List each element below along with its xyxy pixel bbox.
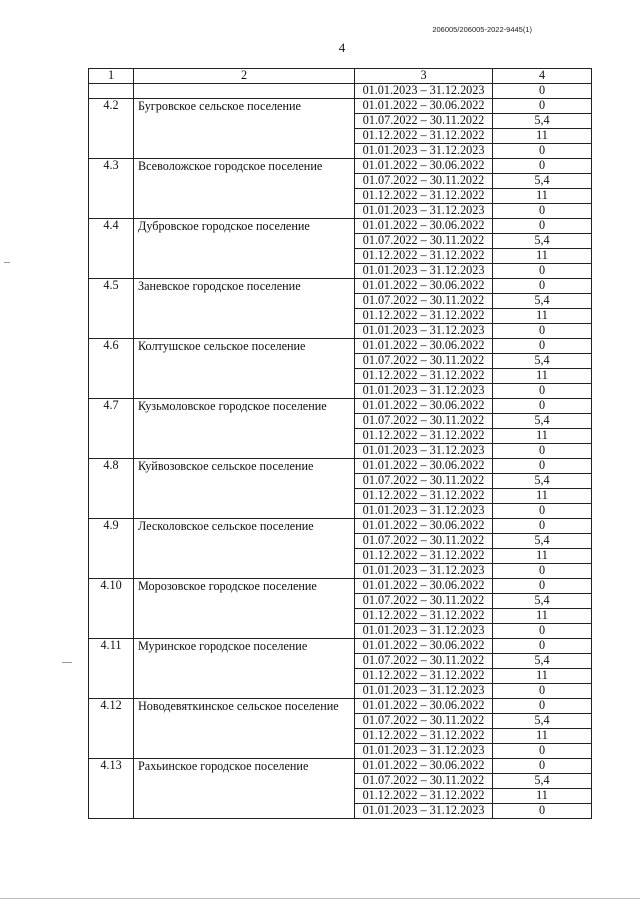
column-header: 1 — [89, 69, 134, 84]
settlement-name-cell: Заневское городское поселение — [134, 279, 355, 339]
column-header: 2 — [134, 69, 355, 84]
period-cell: 01.01.2022 – 30.06.2022 — [355, 339, 493, 354]
settlement-name-cell: Всеволожское городское поселение — [134, 159, 355, 219]
rate-value-cell: 11 — [493, 729, 592, 744]
period-cell: 01.01.2023 – 31.12.2023 — [355, 444, 493, 459]
period-cell: 01.01.2022 – 30.06.2022 — [355, 279, 493, 294]
table-row — [89, 159, 592, 174]
period-cell: 01.12.2022 – 31.12.2022 — [355, 489, 493, 504]
tariff-table — [88, 68, 592, 819]
rate-value-cell: 0 — [493, 144, 592, 159]
rate-value-cell: 5,4 — [493, 534, 592, 549]
period-cell: 01.07.2022 – 30.11.2022 — [355, 594, 493, 609]
period-cell: 01.01.2023 – 31.12.2023 — [355, 204, 493, 219]
column-header: 3 — [355, 69, 493, 84]
rate-value-cell: 0 — [493, 279, 592, 294]
rate-value-cell: 0 — [493, 219, 592, 234]
settlement-name-cell: Рахьинское городское поселение — [134, 759, 355, 819]
rate-value-cell: 0 — [493, 399, 592, 414]
settlement-name-cell: Дубровское городское поселение — [134, 219, 355, 279]
period-cell: 01.12.2022 – 31.12.2022 — [355, 609, 493, 624]
period-cell: 01.01.2022 – 30.06.2022 — [355, 99, 493, 114]
table-row — [89, 99, 592, 114]
rate-value-cell: 11 — [493, 789, 592, 804]
period-cell: 01.01.2023 – 31.12.2023 — [355, 684, 493, 699]
rate-value-cell: 0 — [493, 504, 592, 519]
settlement-name-cell: Колтушское сельское поселение — [134, 339, 355, 399]
rate-value-cell: 5,4 — [493, 114, 592, 129]
page-bottom-rule — [0, 898, 640, 899]
period-cell: 01.01.2023 – 31.12.2023 — [355, 84, 493, 99]
item-number-cell: 4.9 — [89, 519, 134, 579]
rate-value-cell: 5,4 — [493, 654, 592, 669]
period-cell: 01.01.2023 – 31.12.2023 — [355, 624, 493, 639]
period-cell: 01.12.2022 – 31.12.2022 — [355, 429, 493, 444]
period-cell: 01.07.2022 – 30.11.2022 — [355, 654, 493, 669]
rate-value-cell: 0 — [493, 564, 592, 579]
period-cell: 01.01.2022 – 30.06.2022 — [355, 759, 493, 774]
rate-value-cell: 5,4 — [493, 414, 592, 429]
margin-mark — [62, 662, 72, 663]
rate-value-cell: 0 — [493, 639, 592, 654]
period-cell: 01.07.2022 – 30.11.2022 — [355, 354, 493, 369]
period-cell: 01.07.2022 – 30.11.2022 — [355, 774, 493, 789]
table-row — [89, 519, 592, 534]
period-cell: 01.12.2022 – 31.12.2022 — [355, 309, 493, 324]
empty-cell — [89, 84, 134, 99]
period-cell: 01.01.2022 – 30.06.2022 — [355, 219, 493, 234]
settlement-name-cell: Кузьмоловское городское поселение — [134, 399, 355, 459]
rate-value-cell: 11 — [493, 669, 592, 684]
period-cell: 01.01.2023 – 31.12.2023 — [355, 384, 493, 399]
rate-value-cell: 0 — [493, 684, 592, 699]
item-number-cell: 4.7 — [89, 399, 134, 459]
rate-value-cell: 11 — [493, 549, 592, 564]
table-row — [89, 339, 592, 354]
period-cell: 01.07.2022 – 30.11.2022 — [355, 234, 493, 249]
rate-value-cell: 11 — [493, 609, 592, 624]
rate-value-cell: 0 — [493, 339, 592, 354]
rate-value-cell: 5,4 — [493, 174, 592, 189]
period-cell: 01.12.2022 – 31.12.2022 — [355, 669, 493, 684]
rate-value-cell: 0 — [493, 519, 592, 534]
period-cell: 01.01.2022 – 30.06.2022 — [355, 519, 493, 534]
rate-value-cell: 5,4 — [493, 774, 592, 789]
period-cell: 01.01.2022 – 30.06.2022 — [355, 699, 493, 714]
column-header: 4 — [493, 69, 592, 84]
period-cell: 01.07.2022 – 30.11.2022 — [355, 534, 493, 549]
rate-value-cell: 0 — [493, 459, 592, 474]
period-cell: 01.07.2022 – 30.11.2022 — [355, 174, 493, 189]
table-row — [89, 579, 592, 594]
rate-value-cell: 5,4 — [493, 234, 592, 249]
item-number-cell: 4.3 — [89, 159, 134, 219]
table-row — [89, 399, 592, 414]
table-row — [89, 759, 592, 774]
rate-value-cell: 0 — [493, 699, 592, 714]
rate-value-cell: 0 — [493, 384, 592, 399]
period-cell: 01.01.2022 – 30.06.2022 — [355, 639, 493, 654]
rate-value-cell: 0 — [493, 204, 592, 219]
rate-value-cell: 5,4 — [493, 294, 592, 309]
rate-value-cell: 11 — [493, 489, 592, 504]
period-cell: 01.01.2023 – 31.12.2023 — [355, 564, 493, 579]
period-cell: 01.12.2022 – 31.12.2022 — [355, 249, 493, 264]
table-row — [89, 279, 592, 294]
page-number: 4 — [338, 40, 346, 55]
table-row — [89, 639, 592, 654]
settlement-name-cell: Муринское городское поселение — [134, 639, 355, 699]
table-row — [89, 459, 592, 474]
period-cell: 01.07.2022 – 30.11.2022 — [355, 294, 493, 309]
settlement-name-cell: Бугровское сельское поселение — [134, 99, 355, 159]
period-cell: 01.12.2022 – 31.12.2022 — [355, 729, 493, 744]
rate-value-cell: 5,4 — [493, 714, 592, 729]
period-cell: 01.07.2022 – 30.11.2022 — [355, 114, 493, 129]
empty-cell — [134, 84, 355, 99]
rate-value-cell: 0 — [493, 84, 592, 99]
item-number-cell: 4.5 — [89, 279, 134, 339]
period-cell: 01.07.2022 – 30.11.2022 — [355, 474, 493, 489]
rate-value-cell: 5,4 — [493, 594, 592, 609]
item-number-cell: 4.12 — [89, 699, 134, 759]
period-cell: 01.12.2022 – 31.12.2022 — [355, 369, 493, 384]
item-number-cell: 4.2 — [89, 99, 134, 159]
item-number-cell: 4.13 — [89, 759, 134, 819]
item-number-cell: 4.11 — [89, 639, 134, 699]
period-cell: 01.12.2022 – 31.12.2022 — [355, 549, 493, 564]
table-row — [89, 699, 592, 714]
rate-value-cell: 11 — [493, 429, 592, 444]
settlement-name-cell: Морозовское городское поселение — [134, 579, 355, 639]
rate-value-cell: 0 — [493, 804, 592, 819]
period-cell: 01.12.2022 – 31.12.2022 — [355, 789, 493, 804]
period-cell: 01.01.2022 – 30.06.2022 — [355, 579, 493, 594]
margin-mark — [4, 262, 10, 263]
rate-value-cell: 11 — [493, 189, 592, 204]
rate-value-cell: 0 — [493, 579, 592, 594]
period-cell: 01.07.2022 – 30.11.2022 — [355, 414, 493, 429]
period-cell: 01.01.2023 – 31.12.2023 — [355, 804, 493, 819]
settlement-name-cell: Новодевяткинское сельское поселение — [134, 699, 355, 759]
rate-value-cell: 0 — [493, 159, 592, 174]
period-cell: 01.01.2022 – 30.06.2022 — [355, 399, 493, 414]
period-cell: 01.01.2023 – 31.12.2023 — [355, 144, 493, 159]
settlement-name-cell: Куйвозовское сельское поселение — [134, 459, 355, 519]
table-header-row — [89, 69, 592, 84]
rate-value-cell: 0 — [493, 624, 592, 639]
rate-value-cell: 11 — [493, 369, 592, 384]
period-cell: 01.12.2022 – 31.12.2022 — [355, 129, 493, 144]
period-cell: 01.01.2023 – 31.12.2023 — [355, 324, 493, 339]
period-cell: 01.07.2022 – 30.11.2022 — [355, 714, 493, 729]
document-id: 206005/206005-2022-9445(1) — [432, 25, 532, 34]
table-row — [89, 219, 592, 234]
period-cell: 01.01.2023 – 31.12.2023 — [355, 744, 493, 759]
rate-value-cell: 5,4 — [493, 474, 592, 489]
item-number-cell: 4.10 — [89, 579, 134, 639]
period-cell: 01.01.2022 – 30.06.2022 — [355, 159, 493, 174]
period-cell: 01.01.2022 – 30.06.2022 — [355, 459, 493, 474]
item-number-cell: 4.8 — [89, 459, 134, 519]
item-number-cell: 4.4 — [89, 219, 134, 279]
settlement-name-cell: Лесколовское сельское поселение — [134, 519, 355, 579]
item-number-cell: 4.6 — [89, 339, 134, 399]
period-cell: 01.01.2023 – 31.12.2023 — [355, 264, 493, 279]
rate-value-cell: 0 — [493, 444, 592, 459]
rate-value-cell: 11 — [493, 249, 592, 264]
rate-value-cell: 0 — [493, 744, 592, 759]
period-cell: 01.01.2023 – 31.12.2023 — [355, 504, 493, 519]
rate-value-cell: 5,4 — [493, 354, 592, 369]
period-cell: 01.12.2022 – 31.12.2022 — [355, 189, 493, 204]
rate-value-cell: 0 — [493, 324, 592, 339]
rate-value-cell: 11 — [493, 309, 592, 324]
rate-value-cell: 0 — [493, 759, 592, 774]
table-row — [89, 84, 592, 99]
rate-value-cell: 11 — [493, 129, 592, 144]
rate-value-cell: 0 — [493, 264, 592, 279]
rate-value-cell: 0 — [493, 99, 592, 114]
